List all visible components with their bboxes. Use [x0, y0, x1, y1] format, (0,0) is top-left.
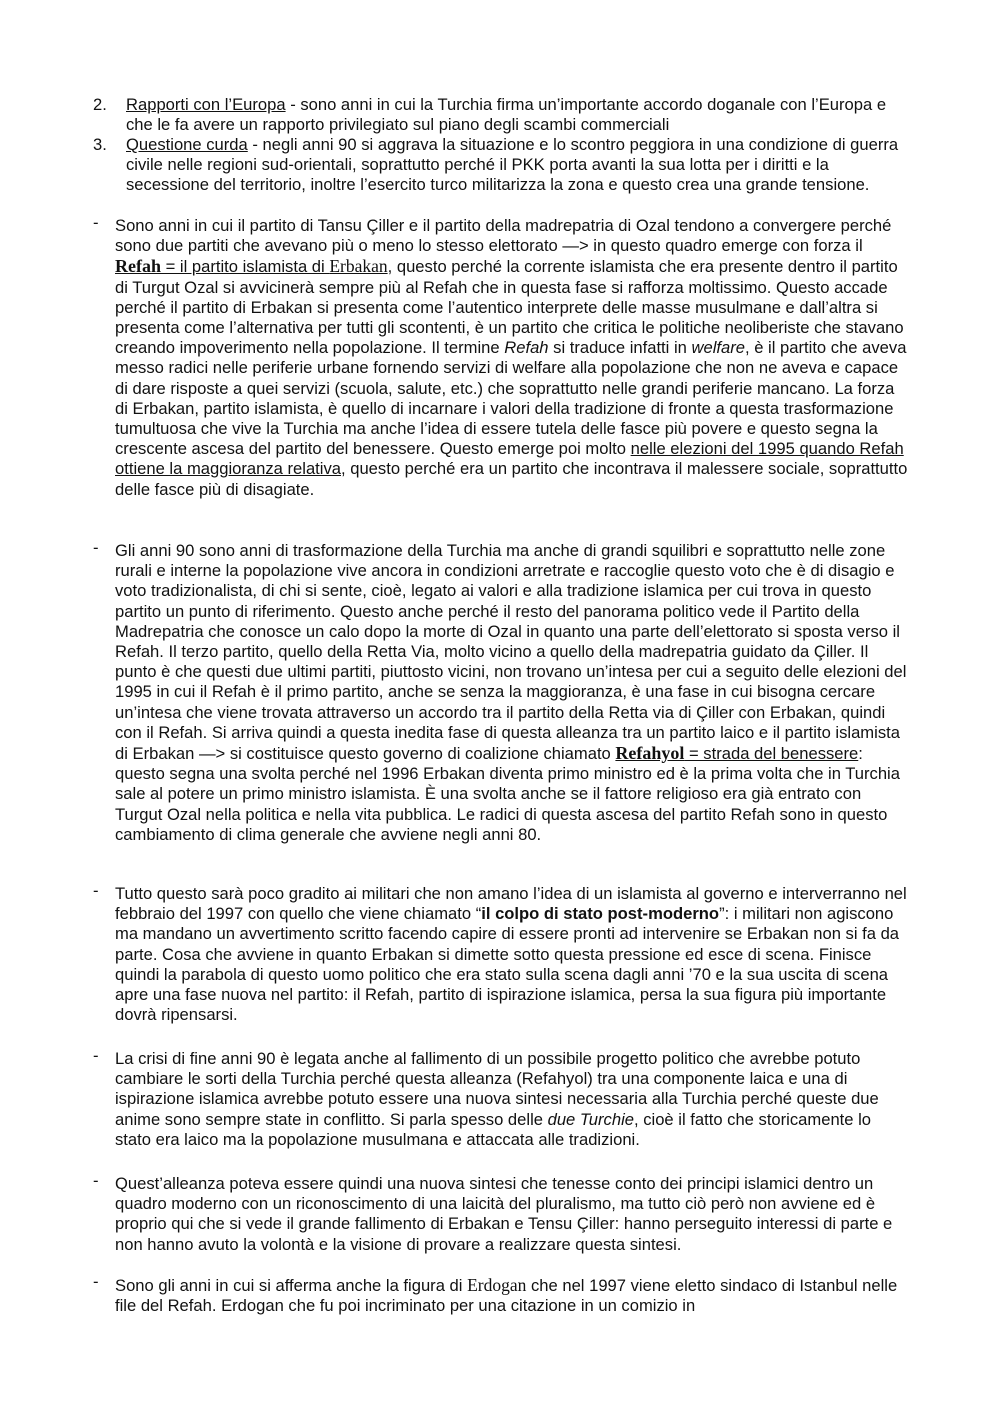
- bullet-item: [93, 1171, 908, 1255]
- dash-bullet: -: [93, 538, 99, 557]
- numbered-item: [93, 135, 908, 196]
- item-text: [115, 1174, 908, 1255]
- text-run: ”: i militari non agiscono ma mandano un avvertimento scritto facendo capire di essere pronti ad intervenire se Erbakan non si fa da parte. Cosa che avviene in quanto Erbakan si dimette sotto questa pressione ed esce di scena. Finisce quindi la parabola di questo uomo politico che era stato sulla scena dagli anni ’70 e la sua uscita di scena apre una fase nuova nel partito: il Refah, partito di ispirazione islamica, persa la sua figura più importante dovrà ripensarsi.: [115, 904, 900, 1025]
- text-run: , è il partito che aveva messo radici nelle periferie urbane fornendo servizi di welfare alla popolazione che non ne aveva e capace di dare risposte a quei servizi (scuola, salute, etc.) che soprattutto nelle grandi periferie mancano. La forza di Erbakan, partito islamista, è quello di incarnare i valori della tradizione di fronte a questa trasformazione tumultuosa che vive la Turchia ma anche l’idea di essere tutela delle fasce più povere e questo segna la crescente ascesa del partito del benessere. Questo emerge poi molto: [115, 338, 907, 459]
- text-run: Sono gli anni in cui si afferma anche la figura di: [115, 1276, 468, 1295]
- numbered-item: [93, 95, 908, 135]
- item-text: [126, 95, 908, 135]
- dash-bullet: -: [93, 1171, 99, 1190]
- bullet-item: [93, 1272, 908, 1316]
- text-run: nelle elezioni del 1995 quando Refah ottiene la maggioranza relativa: [115, 439, 904, 479]
- text-run: - negli anni 90 si aggrava la situazione e lo scontro peggiora in una condizione di guerra civile nelle regioni sud-orientali, soprattutto perché il PKK porta avanti la sua lotta per i diritti e la secessione del territorio, inoltre l’esercito turco militarizza la zona e questo crea una grande tensione.: [126, 135, 899, 195]
- dash-bullet: -: [93, 881, 99, 900]
- bullet-item: [93, 538, 908, 845]
- text-run: il colpo di stato post-moderno: [481, 904, 720, 924]
- text-run: = strada del benessere: [684, 744, 859, 764]
- dash-bullet: -: [93, 1046, 99, 1065]
- text-run: Refah: [504, 338, 549, 358]
- text-run: che nel 1997 viene eletto sindaco di Istanbul nelle file del Refah. Erdogan che fu poi incriminato per una citazione in un comizio in: [115, 1276, 898, 1316]
- text-run: , cioè il fatto che storicamente lo stato era laico ma la popolazione musulmana e attaccata alle tradizioni.: [115, 1109, 872, 1149]
- text-run: Refahyol: [615, 743, 685, 764]
- bullet-item: [93, 1046, 908, 1150]
- text-run: welfare: [691, 338, 745, 358]
- dash-bullet: -: [93, 1272, 99, 1291]
- text-run: , questo perché era un partito che incontrava il malessere sociale, soprattutto delle fasce più di disagiate.: [115, 459, 908, 499]
- item-text: [115, 1049, 908, 1150]
- text-run: La crisi di fine anni 90 è legata anche al fallimento di un possibile progetto politico che avrebbe potuto cambiare le sorti della Turchia perché questa alleanza (Refahyol) tra una componente laica e una di ispirazione islamica avrebbe potuto essere una nuova sintesi necessaria alla Turchia perché queste due anime sono sempre state in conflitto. Si parla spesso delle: [115, 1049, 879, 1129]
- text-run: : questo segna una svolta perché nel 1996 Erbakan diventa primo ministro ed è la prima volta che in Turchia sale al potere un primo ministro islamista. È una svolta anche se il fattore religioso era già entrato con Turgut Ozal nella politica e nella vita pubblica. Le radici di questa ascesa del partito Refah sono in questo cambiamento di clima generale che avviene negli anni 80.: [115, 744, 900, 844]
- item-text: [126, 135, 908, 196]
- text-run: Questione curda: [126, 135, 248, 154]
- text-run: Quest’alleanza poteva essere quindi una nuova sintesi che tenesse conto dei principi islamici dentro un quadro moderno con un riconoscimento di una laicità del pluralismo, ma tutto ciò però non avviene ed è proprio qui che si vede il grande fallimento di Erbakan e Tensu Çiller: hanno perseguito interessi di parte e non hanno avuto la volontà e la visione di provare a realizzare questa sintesi.: [115, 1174, 893, 1254]
- item-text: [115, 541, 908, 845]
- text-run: = il partito islamista di: [161, 257, 330, 277]
- text-run: due Turchie: [547, 1109, 634, 1129]
- item-number: 2.: [93, 95, 107, 114]
- text-run: Erdogan: [467, 1275, 527, 1295]
- text-run: , questo perché la corrente islamista che era presente dentro il partito di Turgut Ozal si avvicinerà sempre più al Refah che in questa fase si rafforza moltissimo. Questo accade perché il partito di Erbakan si presenta come l’autentico interprete delle masse musulmane e dall’altra si presenta come l’alternativa per tutti gli scontenti, è un partito che critica le politiche neoliberiste che stavano creando impoverimento nella popolazione. Il termine: [115, 257, 904, 358]
- text-run: Gli anni 90 sono anni di trasformazione della Turchia ma anche di grandi squilibri e soprattutto nelle zone rurali e interne la popolazione vive ancora in condizioni arretrate e raccoglie questo voto che è di disagio e voto tradizionalista, di chi si sente, cioè, legato ai valori e alla tradizione islamica per cui trova in questo partito un punto di riferimento. Questo anche perché il resto del panorama politico vede il Partito della Madrepatria che conosce un calo dopo la morte di Ozal in quanto una parte dell’elettorato si sposta verso il Refah. Il terzo partito, quello della Retta Via, molto vicino a quello della madrepatria guidato da Çiller. Il punto è che questi due ultimi partiti, piuttosto vicini, non trovano un’intesa per cui a seguito delle elezioni del 1995 in cui il Refah è il primo partito, anche se senza la maggioranza, è una fase in cui bisogna cercare un’intesa che viene trovata attraverso un accordo tra il partito della Retta via di Çiller con Erbakan, quindi con il Refah. Si arriva quindi a questa inedita fase di questa alleanza tra un partito laico e il partito islamista di Erbakan —> si costituisce questo governo di coalizione chiamato: [115, 541, 907, 764]
- text-run: Tutto questo sarà poco gradito ai militari che non amano l’idea di un islamista al governo e interverranno nel febbraio del 1997 con quello che viene chiamato “: [115, 884, 907, 924]
- text-run: si traduce infatti in: [548, 338, 692, 358]
- text-run: - sono anni in cui la Turchia firma un’importante accordo doganale con l’Europa e che le fa avere un rapporto privilegiato sul piano degli scambi commerciali: [126, 95, 887, 135]
- dash-bullet: -: [93, 213, 99, 232]
- item-text: [115, 884, 908, 1025]
- item-number: 3.: [93, 135, 107, 154]
- bullet-item: [93, 213, 908, 500]
- item-text: [115, 216, 908, 500]
- text-run: Refah: [115, 256, 161, 277]
- text-run: Erbakan: [329, 256, 388, 277]
- item-text: [115, 1275, 908, 1316]
- bullet-item: [93, 881, 908, 1025]
- text-run: Rapporti con l’Europa: [126, 95, 286, 114]
- text-run: Sono anni in cui il partito di Tansu Çiller e il partito della madrepatria di Ozal tendono a convergere perché sono due partiti che avevano più o meno lo stesso elettorato —> in questo quadro emerge con forza il: [115, 216, 892, 256]
